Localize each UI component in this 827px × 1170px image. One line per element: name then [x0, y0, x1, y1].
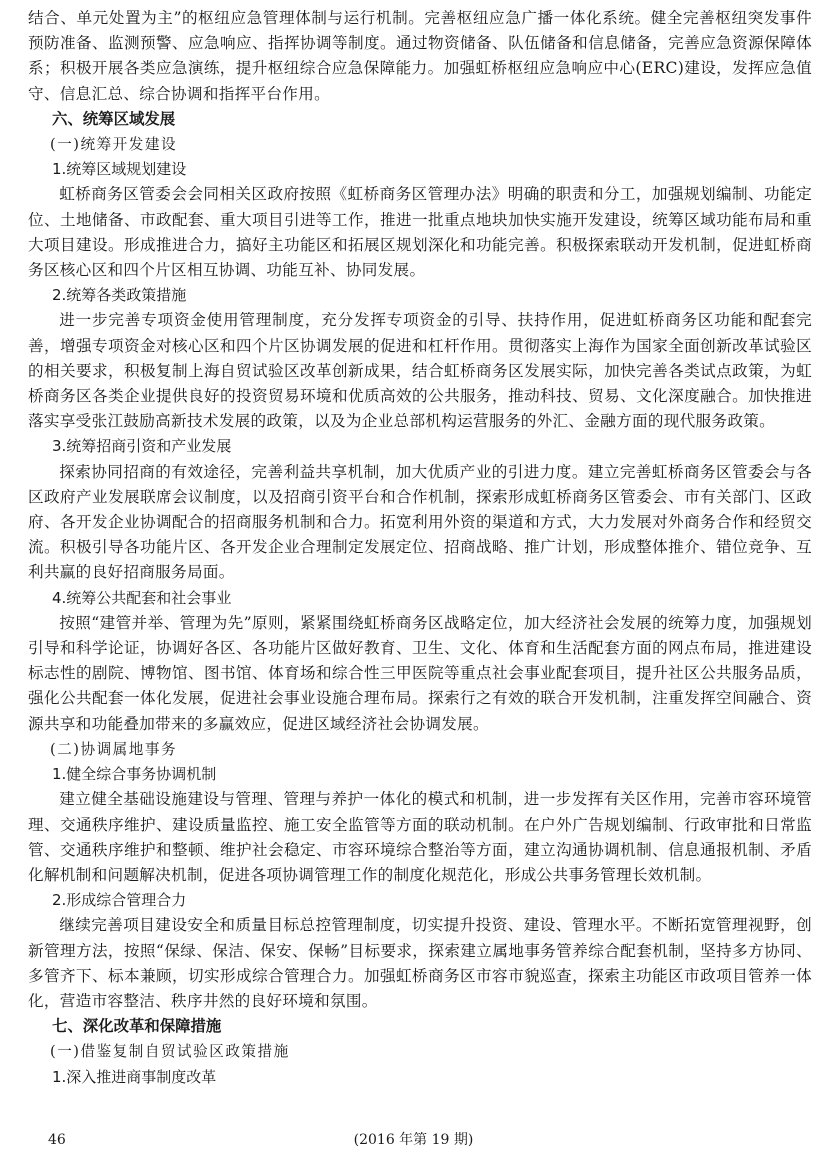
item-heading: 1.深入推进商事制度改革	[52, 1067, 217, 1086]
section-heading: 七、深化改革和保障措施	[52, 1017, 222, 1036]
page-number: 46	[48, 1132, 66, 1148]
document-body	[28, 6, 812, 1090]
paragraph: 探索协同招商的有效途径，完善利益共享机制，加大优质产业的引进力度。建立完善虹桥商务区管委会与各区政府产业发展联席会议制度，以及招商引资平台和合作机制，探索形成虹桥商务区管委会、市有关部门、区政府、各开发企业协调配合的招商服务机制和合力。拓宽利用外资的渠道和方式，大力发展对外商务合作和经贸交流。积极引导各功能片区、各开发企业合理制定发展定位、招商战略、推广计划，形成整体推介、错位竞争、互利共赢的良好招商服务局面。	[28, 462, 812, 582]
paragraph: 继续完善项目建设安全和质量目标总控管理制度，切实提升投资、建设、管理水平。不断拓宽管理视野，创新管理方法，按照“保绿、保洁、保安、保畅”目标要求，探索建立属地事务管养综合配套机制，坚持多方协同、多管齐下、标本兼顾，切实形成综合管理合力。加强虹桥商务区市容市貌巡查，探索主功能区市政项目管养一体化，营造市容整洁、秩序井然的良好环境和氛围。	[28, 916, 812, 1010]
item-heading: 2.形成综合管理合力	[52, 891, 187, 910]
item-heading: 2.统筹各类政策措施	[52, 286, 187, 305]
subsection-heading: (二)协调属地事务	[50, 740, 178, 758]
item-heading: 1.统筹区域规划建设	[52, 160, 187, 179]
paragraph: 按照“建管并举、管理为先”原则，紧紧围绕虹桥商务区战略定位，加大经济社会发展的统筹力度，加强规划引导和科学论证，协调好各区、各功能片区做好教育、卫生、文化、体育和生活配套方面的网点布局，推进建设标志性的剧院、博物馆、图书馆、体育场和综合性三甲医院等重点社会事业配套项目，提升社区公共服务品质，强化公共配套一体化发展，促进社会事业设施合理布局。探索行之有效的联合开发机制，注重发挥空间融合、资源共享和功能叠加带来的多赢效应，促进区域经济社会协调发展。	[28, 613, 812, 733]
paragraph: 建立健全基础设施建设与管理、管理与养护一体化的模式和机制，进一步发挥有关区作用，完善市容环境管理、交通秩序维护、建设质量监控、施工安全监管等方面的联动机制。在户外广告规划编制、行政审批和日常监管、交通秩序维护和整顿、维护社会稳定、市容环境综合整治等方面，建立沟通协调机制、信息通报机制、矛盾化解机制和问题解决机制，促进各项协调管理工作的制度化规范化，形成公共事务管理长效机制。	[28, 790, 812, 884]
item-heading: 1.健全综合事务协调机制	[52, 765, 217, 784]
issue-label: (2016 年第 19 期)	[353, 1132, 474, 1148]
item-heading: 4.统筹公共配套和社会事业	[52, 588, 232, 607]
subsection-heading: (一)统筹开发建设	[50, 136, 178, 154]
subsection-heading: (一)借鉴复制自贸试验区政策措施	[50, 1043, 290, 1061]
paragraph: 结合、单元处置为主”的枢纽应急管理体制与运行机制。完善枢纽应急广播一体化系统。健全完善枢纽突发事件预防准备、监测预警、应急响应、指挥协调等制度。通过物资储备、队伍储备和信息储备，完善应急资源保障体系；积极开展各类应急演练，提升枢纽综合应急保障能力。加强虹桥枢纽应急响应中心(ERC)建设，发挥应急值守、信息汇总、综合协调和指挥平台作用。	[28, 9, 812, 103]
section-heading: 六、统筹区域发展	[52, 109, 176, 128]
page-footer	[0, 1128, 827, 1152]
item-heading: 3.统筹招商引资和产业发展	[52, 437, 232, 456]
paragraph: 虹桥商务区管委会会同相关区政府按照《虹桥商务区管理办法》明确的职责和分工，加强规划编制、功能定位、土地储备、市政配套、重大项目引进等工作，推进一批重点地块加快实施开发建设，统筹区域功能布局和重大项目建设。形成推进合力，搞好主功能区和拓展区规划深化和功能完善。积极探索联动开发机制，促进虹桥商务区核心区和四个片区相互协调、功能互补、协同发展。	[28, 185, 812, 280]
paragraph: 进一步完善专项资金使用管理制度，充分发挥专项资金的引导、扶持作用，促进虹桥商务区功能和配套完善，增强专项资金对核心区和四个片区协调发展的促进和杠杆作用。贯彻落实上海作为国家全面创新改革试验区的相关要求，积极复制上海自贸试验区改革创新成果，结合虹桥商务区发展实际，加快完善各类试点政策，为虹桥商务区各类企业提供良好的投资贸易环境和优质高效的公共服务，推动科技、贸易、文化深度融合。加快推进落实享受张江鼓励高新技术发展的政策，以及为企业总部机构运营服务的外汇、金融方面的现代服务政策。	[28, 311, 812, 431]
